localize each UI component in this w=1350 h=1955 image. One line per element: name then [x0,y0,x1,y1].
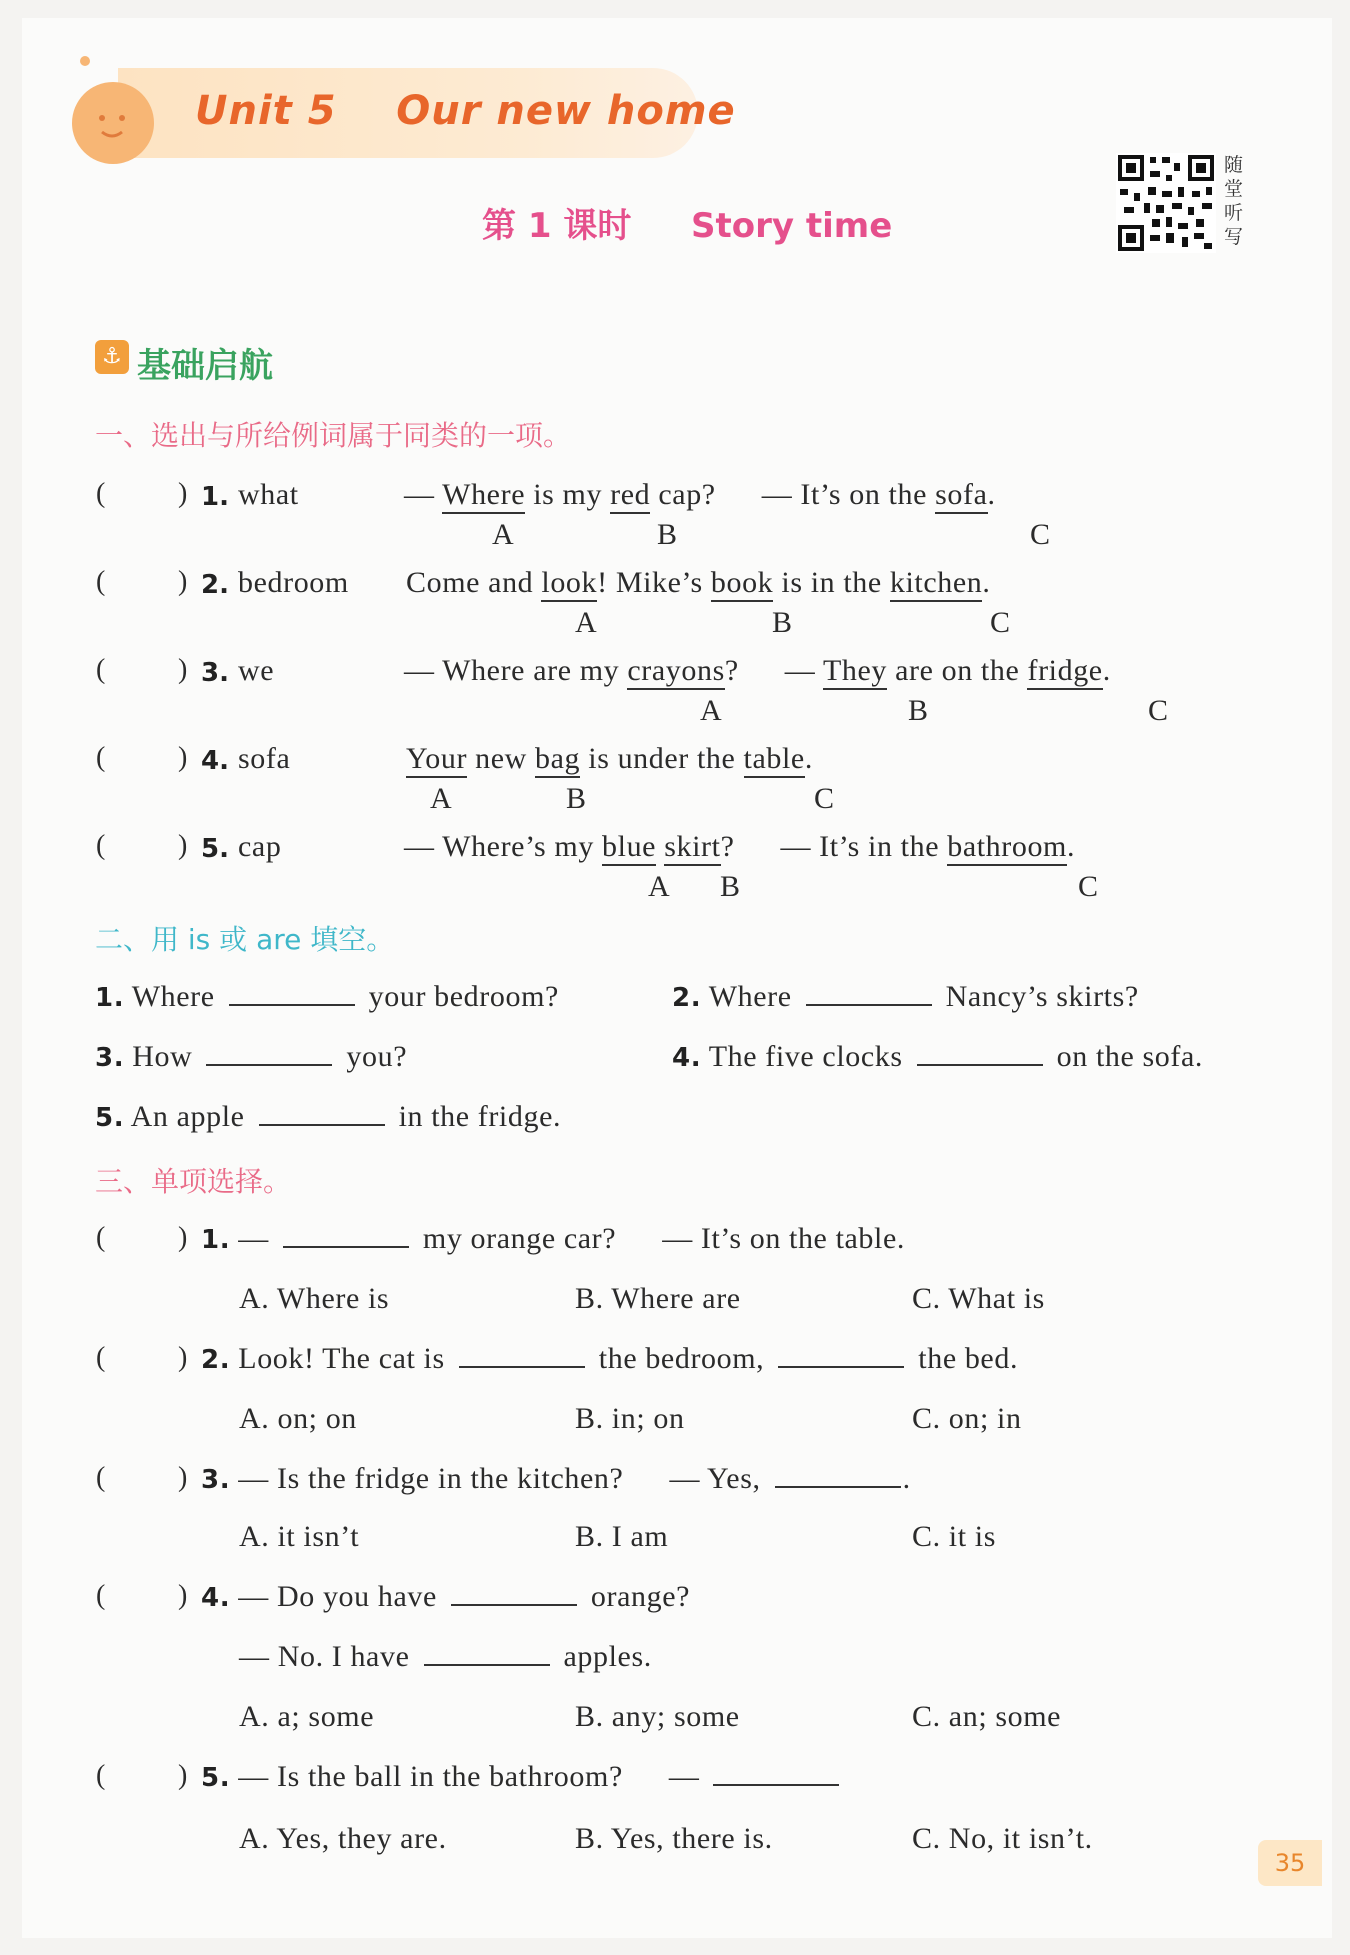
sentence-middle: ! Mike’s [597,566,711,599]
fill-item [672,980,1139,1014]
question-number: 4. [672,1043,702,1073]
question-number: 5. [95,1103,125,1133]
sentence-prefix: Come and [406,566,542,599]
sentence [404,830,1075,864]
option-a[interactable]: A. it isn’t [239,1520,360,1553]
fill-before: Where [708,980,792,1013]
answer-paren-open[interactable]: ( [96,742,106,773]
question-number: 3. [95,1043,125,1073]
answer-paren-close: ) [178,1580,188,1611]
question-number: 1. [201,1225,231,1255]
question-text: . [902,1462,911,1495]
answer-paren-close: ) [178,830,188,861]
sentence-reply: — [784,654,823,687]
option-a[interactable]: A. Yes, they are. [239,1822,447,1855]
part1-title: 一、选出与所给例词属于同类的一项。 [95,419,572,452]
anchor-icon: ⚓ [95,340,129,374]
sentence-reply: — It’s on the [761,478,936,511]
option-a-word: blue [602,830,656,866]
option-a[interactable]: A. Where is [239,1282,390,1315]
letter-c: C [1078,870,1099,903]
sentence-reply: — It’s in the [780,830,948,863]
question-text: — [668,1760,700,1793]
option-a[interactable]: A. a; some [239,1700,375,1733]
fill-before: Where [131,980,215,1013]
letter-b: B [720,870,741,903]
option-a-word: Where [442,478,525,514]
answer-paren-open[interactable]: ( [96,1342,106,1373]
option-a[interactable]: A. on; on [239,1402,357,1435]
question-number: 2. [201,570,229,600]
question-number: 5. [201,834,229,864]
sentence [404,478,996,512]
answer-paren-open[interactable]: ( [96,1760,106,1791]
option-a-word: Your [406,742,467,778]
option-b[interactable]: B. Where are [575,1282,741,1315]
letter-c: C [1030,518,1051,551]
sentence-middle: cap? [650,478,716,511]
workbook-page [22,18,1332,1938]
sentence-middle: new [467,742,536,775]
question-text: — Do you have [238,1580,437,1613]
mc-question [201,1222,905,1256]
letter-a: A [430,782,452,815]
answer-blank[interactable] [713,1760,839,1786]
question-number: 3. [201,1465,231,1495]
answer-blank[interactable] [229,980,355,1006]
option-b-word: bag [535,742,580,778]
option-b[interactable]: B. I am [575,1520,669,1553]
answer-paren-close: ) [178,742,188,773]
option-c-word: fridge [1027,654,1102,690]
question-number: 5. [201,1763,231,1793]
option-c-word: sofa [935,478,987,514]
option-c-word: bathroom [947,830,1067,866]
answer-paren-close: ) [178,1462,188,1493]
option-b-word: red [610,478,650,514]
page-number-tab [1258,1840,1322,1886]
answer-paren-open[interactable]: ( [96,1462,106,1493]
question-text: — Is the fridge in the kitchen? [238,1462,624,1495]
letter-b: B [908,694,929,727]
answer-blank[interactable] [451,1580,577,1606]
lesson-number: 第 1 课时 [482,206,632,246]
sentence-middle: ? [720,830,735,863]
option-c[interactable]: C. an; some [912,1700,1062,1733]
sentence [406,566,991,600]
unit-title: Unit 5 Our new home [195,88,736,134]
fill-after: on the sofa. [1056,1040,1203,1073]
example-word: bedroom [238,566,349,599]
question-number: 3. [201,658,229,688]
option-c[interactable]: C. on; in [912,1402,1022,1435]
answer-paren-close: ) [178,654,188,685]
answer-paren-close: ) [178,1760,188,1791]
answer-blank[interactable] [283,1222,409,1248]
answer-paren-open[interactable]: ( [96,478,106,509]
fill-after: your bedroom? [368,980,559,1013]
fill-item [95,1040,407,1074]
question-text: my orange car? [422,1222,617,1255]
fill-item [672,1040,1203,1074]
sentence-end: . [987,478,996,511]
sun-antenna-icon [80,56,90,66]
option-b-word: book [711,566,773,602]
fill-before: An apple [130,1100,245,1133]
question-text: — No. I have [239,1640,410,1673]
fill-before: The five clocks [708,1040,903,1073]
letter-c: C [990,606,1011,639]
answer-paren-open[interactable]: ( [96,1580,106,1611]
sentence-end: . [804,742,813,775]
question-text: — Is the ball in the bathroom? [238,1760,623,1793]
sentence-middle: is under the [580,742,744,775]
sentence [406,742,813,776]
mc-question [201,1580,690,1614]
question-text: — [238,1222,269,1255]
option-b-word: They [823,654,887,690]
letter-b: B [566,782,587,815]
question-number: 2. [201,1345,231,1375]
letter-a: A [700,694,722,727]
letter-c: C [1148,694,1169,727]
answer-paren-close: ) [178,1342,188,1373]
answer-blank[interactable] [778,1342,904,1368]
question-text: — Yes, [669,1462,761,1495]
option-c[interactable]: C. No, it isn’t. [912,1822,1093,1855]
fill-after: you? [346,1040,408,1073]
lesson-title [482,198,892,247]
option-b[interactable]: B. any; some [575,1700,740,1733]
question-text: the bedroom, [598,1342,765,1375]
option-c[interactable]: C. it is [912,1520,996,1553]
fill-before: How [132,1040,193,1073]
mc-question [201,1760,853,1794]
sentence-end: . [982,566,991,599]
lesson-name: Story time [691,206,893,246]
option-a-word: crayons [627,654,725,690]
question-text: apples. [563,1640,652,1673]
sentence-end: . [1102,654,1111,687]
sentence-end: . [1067,830,1076,863]
answer-paren-close: ) [178,566,188,597]
sentence-middle: ? [724,654,739,687]
option-c-word: kitchen [890,566,983,602]
sentence-middle: is my [525,478,611,511]
answer-paren-open[interactable]: ( [96,654,106,685]
question-number: 4. [201,1583,231,1613]
question-number: 4. [201,746,229,776]
mc-question [201,1342,1018,1376]
fill-item [95,1100,561,1134]
question-number: 1. [95,983,125,1013]
example-word: cap [238,830,282,863]
option-b[interactable]: B. in; on [575,1402,685,1435]
part3-title: 三、单项选择。 [95,1165,292,1198]
answer-blank[interactable] [806,980,932,1006]
fill-after: Nancy’s skirts? [945,980,1139,1013]
mc-question-line2 [239,1640,652,1674]
sentence [404,654,1111,688]
example-word: what [238,478,299,511]
answer-blank[interactable] [206,1040,332,1066]
fill-item [95,980,559,1014]
answer-blank[interactable] [775,1462,901,1488]
letter-a: A [492,518,514,551]
qr-label: 随堂听写 [1224,154,1244,248]
part2-title: 二、用 is 或 are 填空。 [95,923,395,956]
sentence-prefix: — [404,478,435,511]
question-number: 2. [672,983,702,1013]
page-number: 35 [1274,1849,1306,1877]
sun-mascot-icon [72,82,154,164]
question-text: Look! The cat is [238,1342,445,1375]
example-word: sofa [238,742,291,775]
option-c-word: table [744,742,805,778]
letter-a: A [575,606,597,639]
letter-a: A [648,870,670,903]
letter-b: B [657,518,678,551]
option-b[interactable]: B. Yes, there is. [575,1822,773,1855]
answer-paren-open[interactable]: ( [96,830,106,861]
mc-question [201,1462,911,1496]
question-text: the bed. [918,1342,1019,1375]
sentence-middle: are on the [887,654,1028,687]
example-word: we [238,654,275,687]
qr-code-icon[interactable] [1116,153,1216,253]
letter-b: B [772,606,793,639]
question-number: 1. [201,482,229,512]
answer-blank[interactable] [459,1342,585,1368]
option-b-word: skirt [664,830,720,866]
answer-paren-open[interactable]: ( [96,1222,106,1253]
option-a-word: look [541,566,597,602]
question-text: — It’s on the table. [662,1222,905,1255]
answer-blank[interactable] [424,1640,550,1666]
answer-paren-close: ) [178,1222,188,1253]
sentence-prefix: — Where are my [404,654,628,687]
answer-paren-open[interactable]: ( [96,566,106,597]
answer-blank[interactable] [917,1040,1043,1066]
section-label: 基础启航 [137,346,273,386]
fill-after: in the fridge. [398,1100,562,1133]
sentence-prefix: — Where’s my [404,830,603,863]
option-c[interactable]: C. What is [912,1282,1045,1315]
letter-c: C [814,782,835,815]
answer-blank[interactable] [259,1100,385,1126]
question-text: orange? [590,1580,691,1613]
answer-paren-close: ) [178,478,188,509]
sentence-middle: is in the [773,566,890,599]
